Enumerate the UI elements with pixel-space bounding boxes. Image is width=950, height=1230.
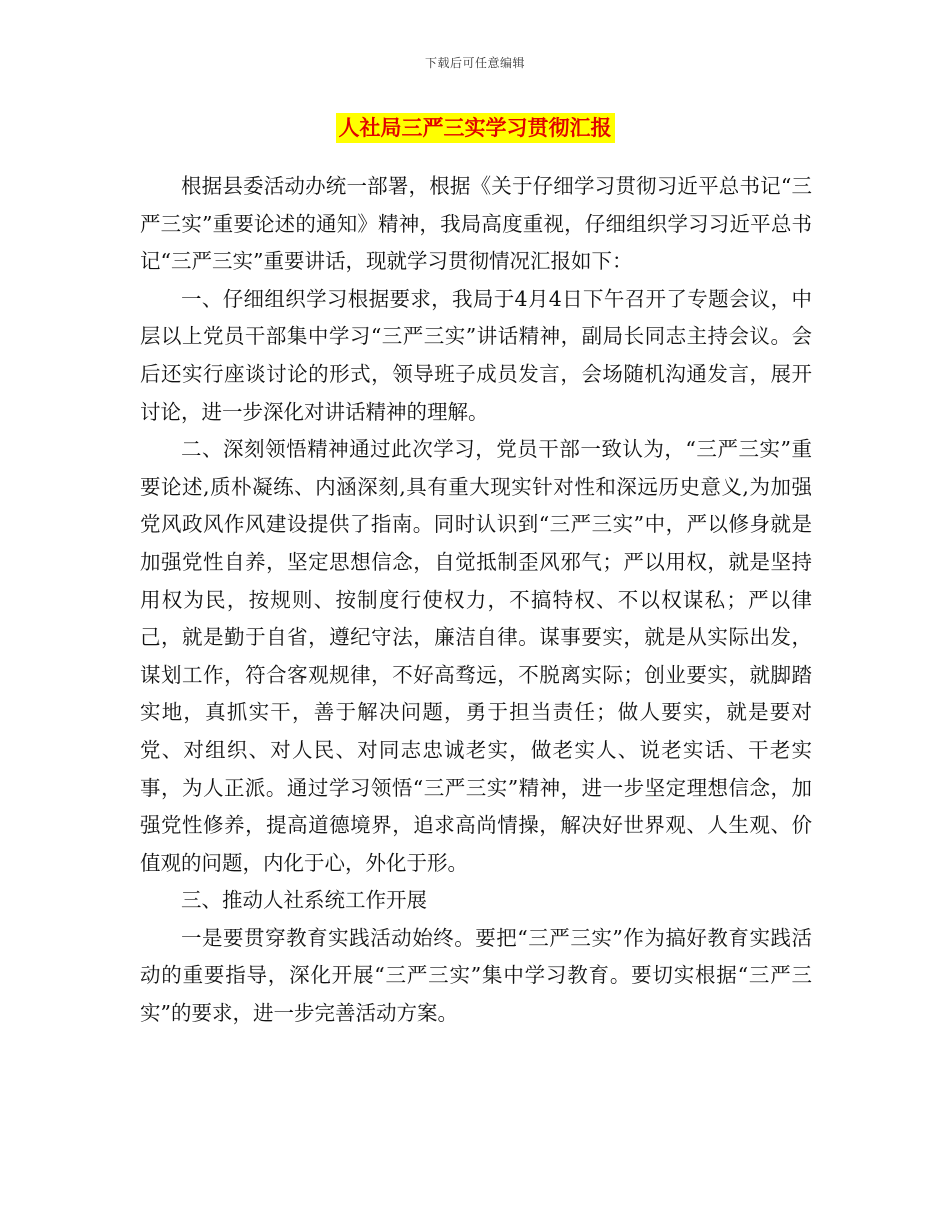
paragraph-section-3-heading: 三、推动人社系统工作开展 — [181, 888, 427, 913]
paragraph-section-3-item-1: 一是要贯穿教育实践活动始终。要把“三严三实”作为搞好教育实践活动的重要指导，深化开展“三严三实”集中学习教育。要切实根据“三严三实”的要求，进一步完善活动方案。 — [140, 925, 812, 1026]
header-note: 下载后可任意编辑 — [424, 56, 525, 70]
paragraph-section-2: 二、深刻领悟精神通过此次学习，党员干部一致认为，“三严三实”重要论述,质朴凝练、内涵深刻,具有重大现实针对性和深远历史意义,为加强党风政风作风建设提供了指南。同时认识到“三严三实”中，严以修身就是加强党性自养，坚定思想信念，自觉抵制歪风邪气；严以用权，就是坚持用权为民，按规则、按制度行使权力，不搞特权、不以权谋私；严以律己，就是勤于自省，遵纪守法，廉洁自律。谋事要实，就是从实际出发，谋划工作，符合客观规律，不好高骛远，不脱离实际；创业要实，就脚踏实地，真抓实干，善于解决问题，勇于担当责任；做人要实，就是要对党、对组织、对人民、对同志忠诚老实，做老实人、说老实话、干老实事，为人正派。通过学习领悟“三严三实”精神，进一步坚定理想信念，加强党性修养，提高道德境界，追求高尚情操，解决好世界观、人生观、价值观的问题，内化于心，外化于形。 — [140, 437, 812, 875]
document-title: 人社局三严三实学习贯彻汇报 — [336, 113, 615, 143]
document-body — [140, 168, 812, 1033]
paragraph-intro: 根据县委活动办统一部署，根据《关于仔细学习贯彻习近平总书记“三严三实”重要论述的通知》精神，我局高度重视，仔细组织学习习近平总书记“三严三实”重要讲话，现就学习贯彻情况汇报如下： — [140, 174, 812, 274]
title-container — [0, 113, 950, 143]
paragraph-section-1: 一、仔细组织学习根据要求，我局于4月4日下午召开了专题会议，中层以上党员干部集中学习“三严三实”讲话精神，副局长同志主持会议。会后还实行座谈讨论的形式，领导班子成员发言，会场随机沟通发言，展开讨论，进一步深化对讲话精神的理解。 — [140, 286, 812, 424]
